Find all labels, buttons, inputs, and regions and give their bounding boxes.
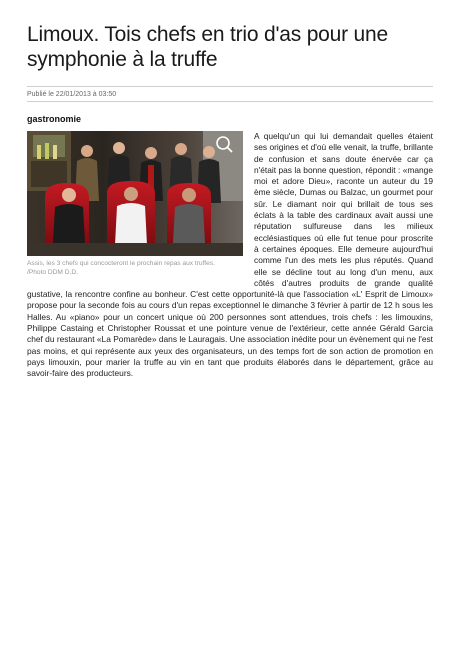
photo-caption-text: Assis, les 3 chefs qui concocteront le prochain repas aux truffes. xyxy=(27,260,215,267)
article-figure xyxy=(27,131,243,277)
meta-divider xyxy=(27,101,433,102)
article-body: A quelqu'un qui lui demandait quelles étaient ses origines et d'où elle venait, la truffe, brillante de confusion et sans doute énervée car ça n'était pas la bonne question, répondit : «mange moi et adore Dieu», raconte un auteur du 19 ème siècle, Dumas ou Balzac, un gourmet pour sûr. Le diamant noir qui brillait de tous ses éclats à la table des cardinaux avait aussi une réputation sulfureuse dans les milieux ecclésiastiques où elle fut tenue pour proscrite à certaines époques. Elle demeure aujourd'hui comme l'un des mets les plus réputés. Quand elle se décline tout au long d'un menu, aux côtés d'autres produits de grande qualité gustative, la rencontre confine au bonheur. C'est cette opportunité-là que l'association «L' Esprit de Limoux» propose pour la seconde fois au cours d'un repas exceptionnel le dimanche 3 février à partir de 12 h sous les Halles. Au «piano» pour un concert unique où 200 personnes sont attendues, trois chefs : les limouxins, Philippe Castaing et Christopher Roussat et une pointure venue de l'extérieur, cette année Gérald Garcia chef du restaurant «La Pomarède» dans le Lauragais. Une association inédite pour un évènement qui ne l'est pas moins, et qui représente aux yeux des organisateurs, un des temps fort de son action de promotion en pays limouxin, pour marier la truffe au vin en tant que produits élaborés dans le département, grâce au savoir-faire des producteurs. xyxy=(27,131,433,379)
photo-credit: /Photo DDM D.D. xyxy=(27,269,78,276)
article-body-container xyxy=(27,131,433,380)
chefs-photo[interactable] xyxy=(27,131,243,256)
article-page xyxy=(27,22,433,380)
publish-date: Publié le 22/01/2013 à 03:50 xyxy=(27,91,117,98)
article-title: Limoux. Tois chefs en trio d'as pour une symphonie à la truffe xyxy=(27,23,388,71)
section-label: gastronomie xyxy=(27,114,82,124)
photo-caption xyxy=(27,259,243,277)
